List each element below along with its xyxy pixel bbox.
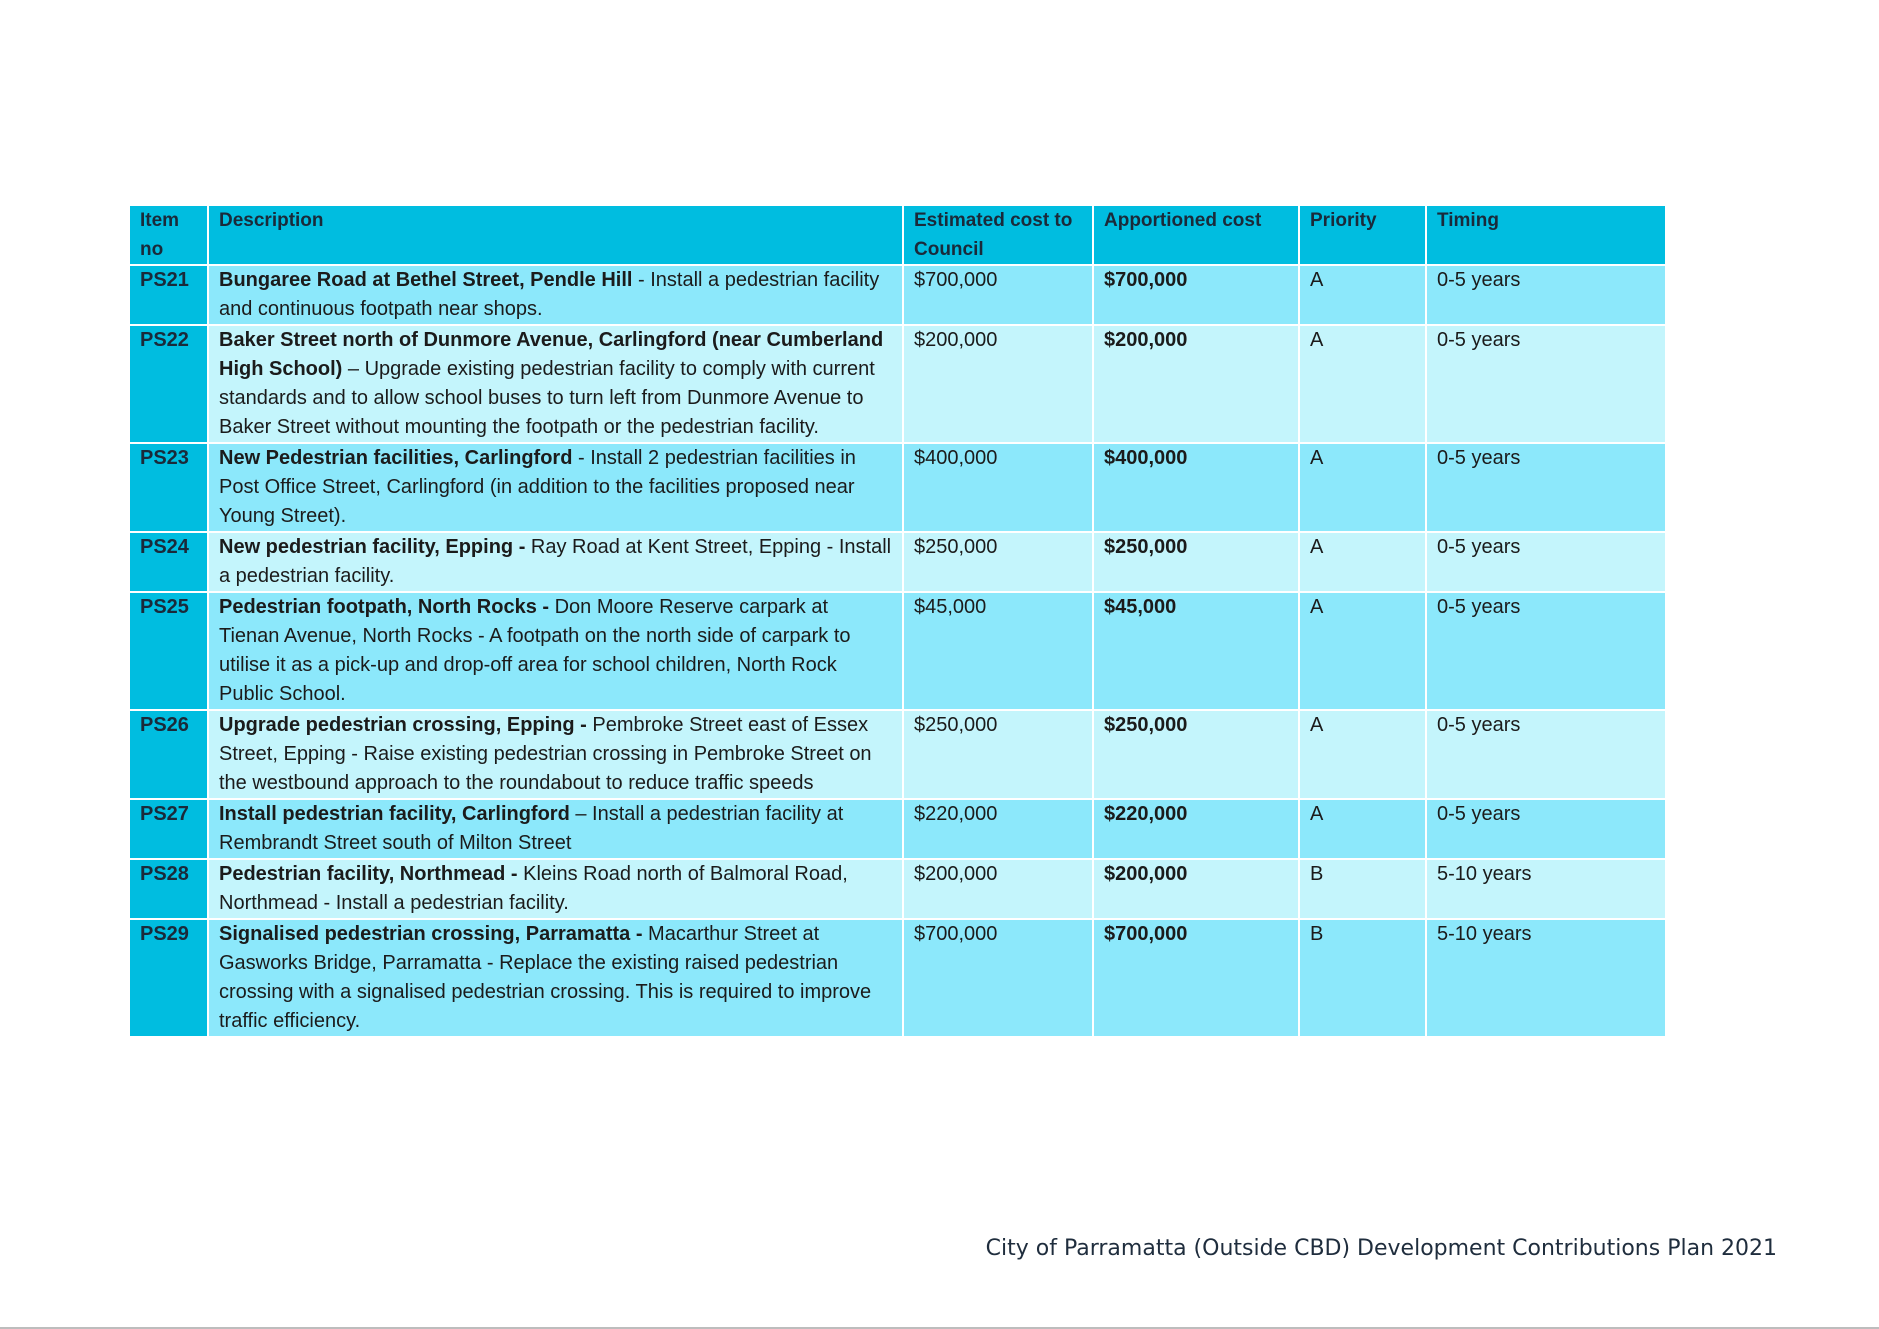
table-row bbox=[129, 443, 1666, 532]
item-description bbox=[208, 919, 903, 1037]
priority: A bbox=[1299, 443, 1426, 532]
header-item-no: Item no bbox=[129, 205, 208, 265]
estimated-cost: $250,000 bbox=[903, 710, 1093, 799]
item-title: New pedestrian facility, Epping - bbox=[219, 536, 526, 558]
document-footer: City of Parramatta (Outside CBD) Development Contributions Plan 2021 bbox=[985, 1236, 1777, 1261]
apportioned-cost: $700,000 bbox=[1093, 265, 1299, 325]
apportioned-cost: $200,000 bbox=[1093, 325, 1299, 443]
header-timing: Timing bbox=[1426, 205, 1666, 265]
item-title: Pedestrian footpath, North Rocks - bbox=[219, 596, 550, 618]
item-number: PS27 bbox=[129, 799, 208, 859]
item-detail: Macarthur Street at Gasworks Bridge, Parramatta - Replace the existing raised pedestrian crossing with a signalised pedestrian crossing. This is required to improve traffic efficiency. bbox=[219, 923, 872, 1032]
item-detail: – Upgrade existing pedestrian facility to comply with current standards and to allow school buses to turn left from Dunmore Avenue to Baker Street without mounting the footpath or the pedestrian facility. bbox=[219, 358, 875, 438]
item-number: PS21 bbox=[129, 265, 208, 325]
apportioned-cost: $250,000 bbox=[1093, 532, 1299, 592]
priority: B bbox=[1299, 919, 1426, 1037]
item-title: Bungaree Road at Bethel Street, Pendle Hill bbox=[219, 269, 633, 291]
table-row bbox=[129, 532, 1666, 592]
estimated-cost: $220,000 bbox=[903, 799, 1093, 859]
timing: 5-10 years bbox=[1426, 859, 1666, 919]
table-row bbox=[129, 919, 1666, 1037]
timing: 0-5 years bbox=[1426, 443, 1666, 532]
estimated-cost: $200,000 bbox=[903, 325, 1093, 443]
priority: A bbox=[1299, 710, 1426, 799]
item-number: PS29 bbox=[129, 919, 208, 1037]
table-row bbox=[129, 799, 1666, 859]
header-description: Description bbox=[208, 205, 903, 265]
priority: A bbox=[1299, 265, 1426, 325]
apportioned-cost: $700,000 bbox=[1093, 919, 1299, 1037]
item-description bbox=[208, 325, 903, 443]
apportioned-cost: $400,000 bbox=[1093, 443, 1299, 532]
priority: A bbox=[1299, 532, 1426, 592]
priority: A bbox=[1299, 592, 1426, 710]
item-description bbox=[208, 859, 903, 919]
priority: A bbox=[1299, 799, 1426, 859]
item-number: PS22 bbox=[129, 325, 208, 443]
priority: B bbox=[1299, 859, 1426, 919]
item-title: Signalised pedestrian crossing, Parramatta - bbox=[219, 923, 643, 945]
item-description bbox=[208, 799, 903, 859]
item-title: Upgrade pedestrian crossing, Epping - bbox=[219, 714, 587, 736]
timing: 0-5 years bbox=[1426, 265, 1666, 325]
item-detail: Kleins Road north of Balmoral Road, Northmead - Install a pedestrian facility. bbox=[219, 863, 848, 914]
estimated-cost: $700,000 bbox=[903, 265, 1093, 325]
item-description bbox=[208, 265, 903, 325]
estimated-cost: $200,000 bbox=[903, 859, 1093, 919]
item-title: New Pedestrian facilities, Carlingford bbox=[219, 447, 573, 469]
item-detail: Pembroke Street east of Essex Street, Epping - Raise existing pedestrian crossing in Pembroke Street on the westbound approach to the roundabout to reduce traffic speeds bbox=[219, 714, 872, 794]
apportioned-cost: $250,000 bbox=[1093, 710, 1299, 799]
estimated-cost: $700,000 bbox=[903, 919, 1093, 1037]
item-title: Pedestrian facility, Northmead - bbox=[219, 863, 518, 885]
timing: 0-5 years bbox=[1426, 592, 1666, 710]
table-header-row bbox=[129, 205, 1666, 265]
item-number: PS26 bbox=[129, 710, 208, 799]
timing: 0-5 years bbox=[1426, 325, 1666, 443]
header-estimated-cost: Estimated cost to Council bbox=[903, 205, 1093, 265]
table-row bbox=[129, 710, 1666, 799]
priority: A bbox=[1299, 325, 1426, 443]
item-description bbox=[208, 710, 903, 799]
item-detail: Don Moore Reserve carpark at Tienan Avenue, North Rocks - A footpath on the north side of carpark to utilise it as a pick-up and drop-off area for school children, North Rock Public School. bbox=[219, 596, 851, 705]
apportioned-cost: $200,000 bbox=[1093, 859, 1299, 919]
table-row bbox=[129, 592, 1666, 710]
estimated-cost: $45,000 bbox=[903, 592, 1093, 710]
item-title: Install pedestrian facility, Carlingford bbox=[219, 803, 570, 825]
item-title: Baker Street north of Dunmore Avenue, Carlingford (near Cumberland High School) bbox=[219, 329, 884, 380]
item-detail: – Install a pedestrian facility at Rembrandt Street south of Milton Street bbox=[219, 803, 844, 854]
works-schedule-table bbox=[128, 204, 1667, 1038]
item-number: PS25 bbox=[129, 592, 208, 710]
table-row bbox=[129, 859, 1666, 919]
header-priority: Priority bbox=[1299, 205, 1426, 265]
item-number: PS28 bbox=[129, 859, 208, 919]
table-row bbox=[129, 265, 1666, 325]
item-description bbox=[208, 443, 903, 532]
apportioned-cost: $45,000 bbox=[1093, 592, 1299, 710]
apportioned-cost: $220,000 bbox=[1093, 799, 1299, 859]
timing: 0-5 years bbox=[1426, 532, 1666, 592]
item-detail: Ray Road at Kent Street, Epping - Install a pedestrian facility. bbox=[219, 536, 892, 587]
item-detail: - Install a pedestrian facility and continuous footpath near shops. bbox=[219, 269, 880, 320]
item-number: PS23 bbox=[129, 443, 208, 532]
item-description bbox=[208, 532, 903, 592]
header-apportioned-cost: Apportioned cost bbox=[1093, 205, 1299, 265]
estimated-cost: $400,000 bbox=[903, 443, 1093, 532]
table-row bbox=[129, 325, 1666, 443]
timing: 5-10 years bbox=[1426, 919, 1666, 1037]
item-number: PS24 bbox=[129, 532, 208, 592]
item-detail: - Install 2 pedestrian facilities in Post Office Street, Carlingford (in addition to the facilities proposed near Young Street). bbox=[219, 447, 856, 527]
estimated-cost: $250,000 bbox=[903, 532, 1093, 592]
timing: 0-5 years bbox=[1426, 710, 1666, 799]
item-description bbox=[208, 592, 903, 710]
timing: 0-5 years bbox=[1426, 799, 1666, 859]
